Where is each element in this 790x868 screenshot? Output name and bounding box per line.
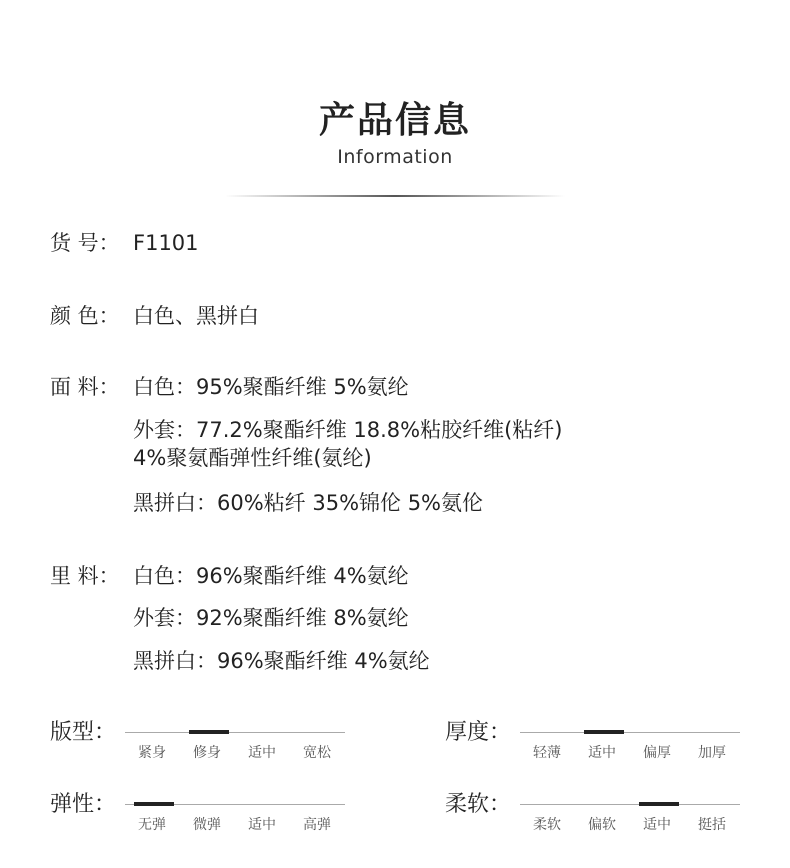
fit-scale-label: 版型： — [50, 720, 117, 745]
thickness-scale — [445, 718, 745, 768]
thickness-scale-track — [520, 732, 740, 733]
elasticity-scale-label: 弹性： — [50, 792, 117, 817]
lining-label: 里 料： — [50, 564, 120, 588]
fit-scale — [50, 718, 350, 768]
elasticity-scale — [50, 790, 350, 840]
softness-scale-option: 挺括 — [698, 817, 726, 833]
lining-line: 白色：96%聚酯纤维 4%氨纶 — [133, 564, 409, 588]
item-no-row — [50, 228, 132, 258]
item-no-label: 货 号： — [50, 231, 120, 255]
fit-scale-selected-marker — [189, 730, 229, 734]
fabric-line: 黑拼白：60%粘纤 35%锦伦 5%氨伦 — [133, 491, 484, 515]
softness-scale-option: 柔软 — [533, 817, 561, 833]
thickness-scale-option: 偏厚 — [643, 745, 671, 761]
fit-scale-option: 修身 — [193, 745, 221, 761]
thickness-scale-option: 适中 — [588, 745, 616, 761]
fit-scale-track — [125, 732, 345, 733]
softness-scale-selected-marker — [639, 802, 679, 806]
fit-scale-option: 适中 — [248, 745, 276, 761]
page-subtitle: Information — [337, 146, 453, 168]
fabric-line: 外套：77.2%聚酯纤维 18.8%粘胶纤维(粘纤) — [133, 418, 563, 442]
elasticity-scale-option: 无弹 — [138, 817, 166, 833]
lining-line: 外套：92%聚酯纤维 8%氨纶 — [133, 606, 409, 630]
fit-scale-option: 紧身 — [138, 745, 166, 761]
thickness-scale-selected-marker — [584, 730, 624, 734]
lining-row — [50, 561, 132, 591]
softness-scale-track — [520, 804, 740, 805]
item-no-value: F1101 — [133, 231, 199, 255]
lining-line: 黑拼白：96%聚酯纤维 4%氨纶 — [133, 649, 430, 673]
elasticity-scale-option: 微弹 — [193, 817, 221, 833]
fabric-line: 4%聚氨酯弹性纤维(氨纶) — [133, 446, 372, 470]
softness-scale-label: 柔软： — [445, 792, 512, 817]
color-row — [50, 301, 132, 331]
color-label: 颜 色： — [50, 304, 120, 328]
thickness-scale-label: 厚度： — [445, 720, 512, 745]
softness-scale-option: 偏软 — [588, 817, 616, 833]
softness-scale-option: 适中 — [643, 817, 671, 833]
elasticity-scale-option: 高弹 — [303, 817, 331, 833]
fit-scale-option: 宽松 — [303, 745, 331, 761]
fabric-label: 面 料： — [50, 375, 120, 399]
thickness-scale-option: 加厚 — [698, 745, 726, 761]
title-divider — [225, 195, 565, 197]
fabric-line: 白色：95%聚酯纤维 5%氨纶 — [133, 375, 409, 399]
page-title: 产品信息 — [318, 100, 471, 141]
elasticity-scale-selected-marker — [134, 802, 174, 806]
color-value: 白色、黑拼白 — [133, 304, 259, 328]
softness-scale — [445, 790, 745, 840]
elasticity-scale-option: 适中 — [248, 817, 276, 833]
fabric-row — [50, 372, 132, 402]
thickness-scale-option: 轻薄 — [533, 745, 561, 761]
